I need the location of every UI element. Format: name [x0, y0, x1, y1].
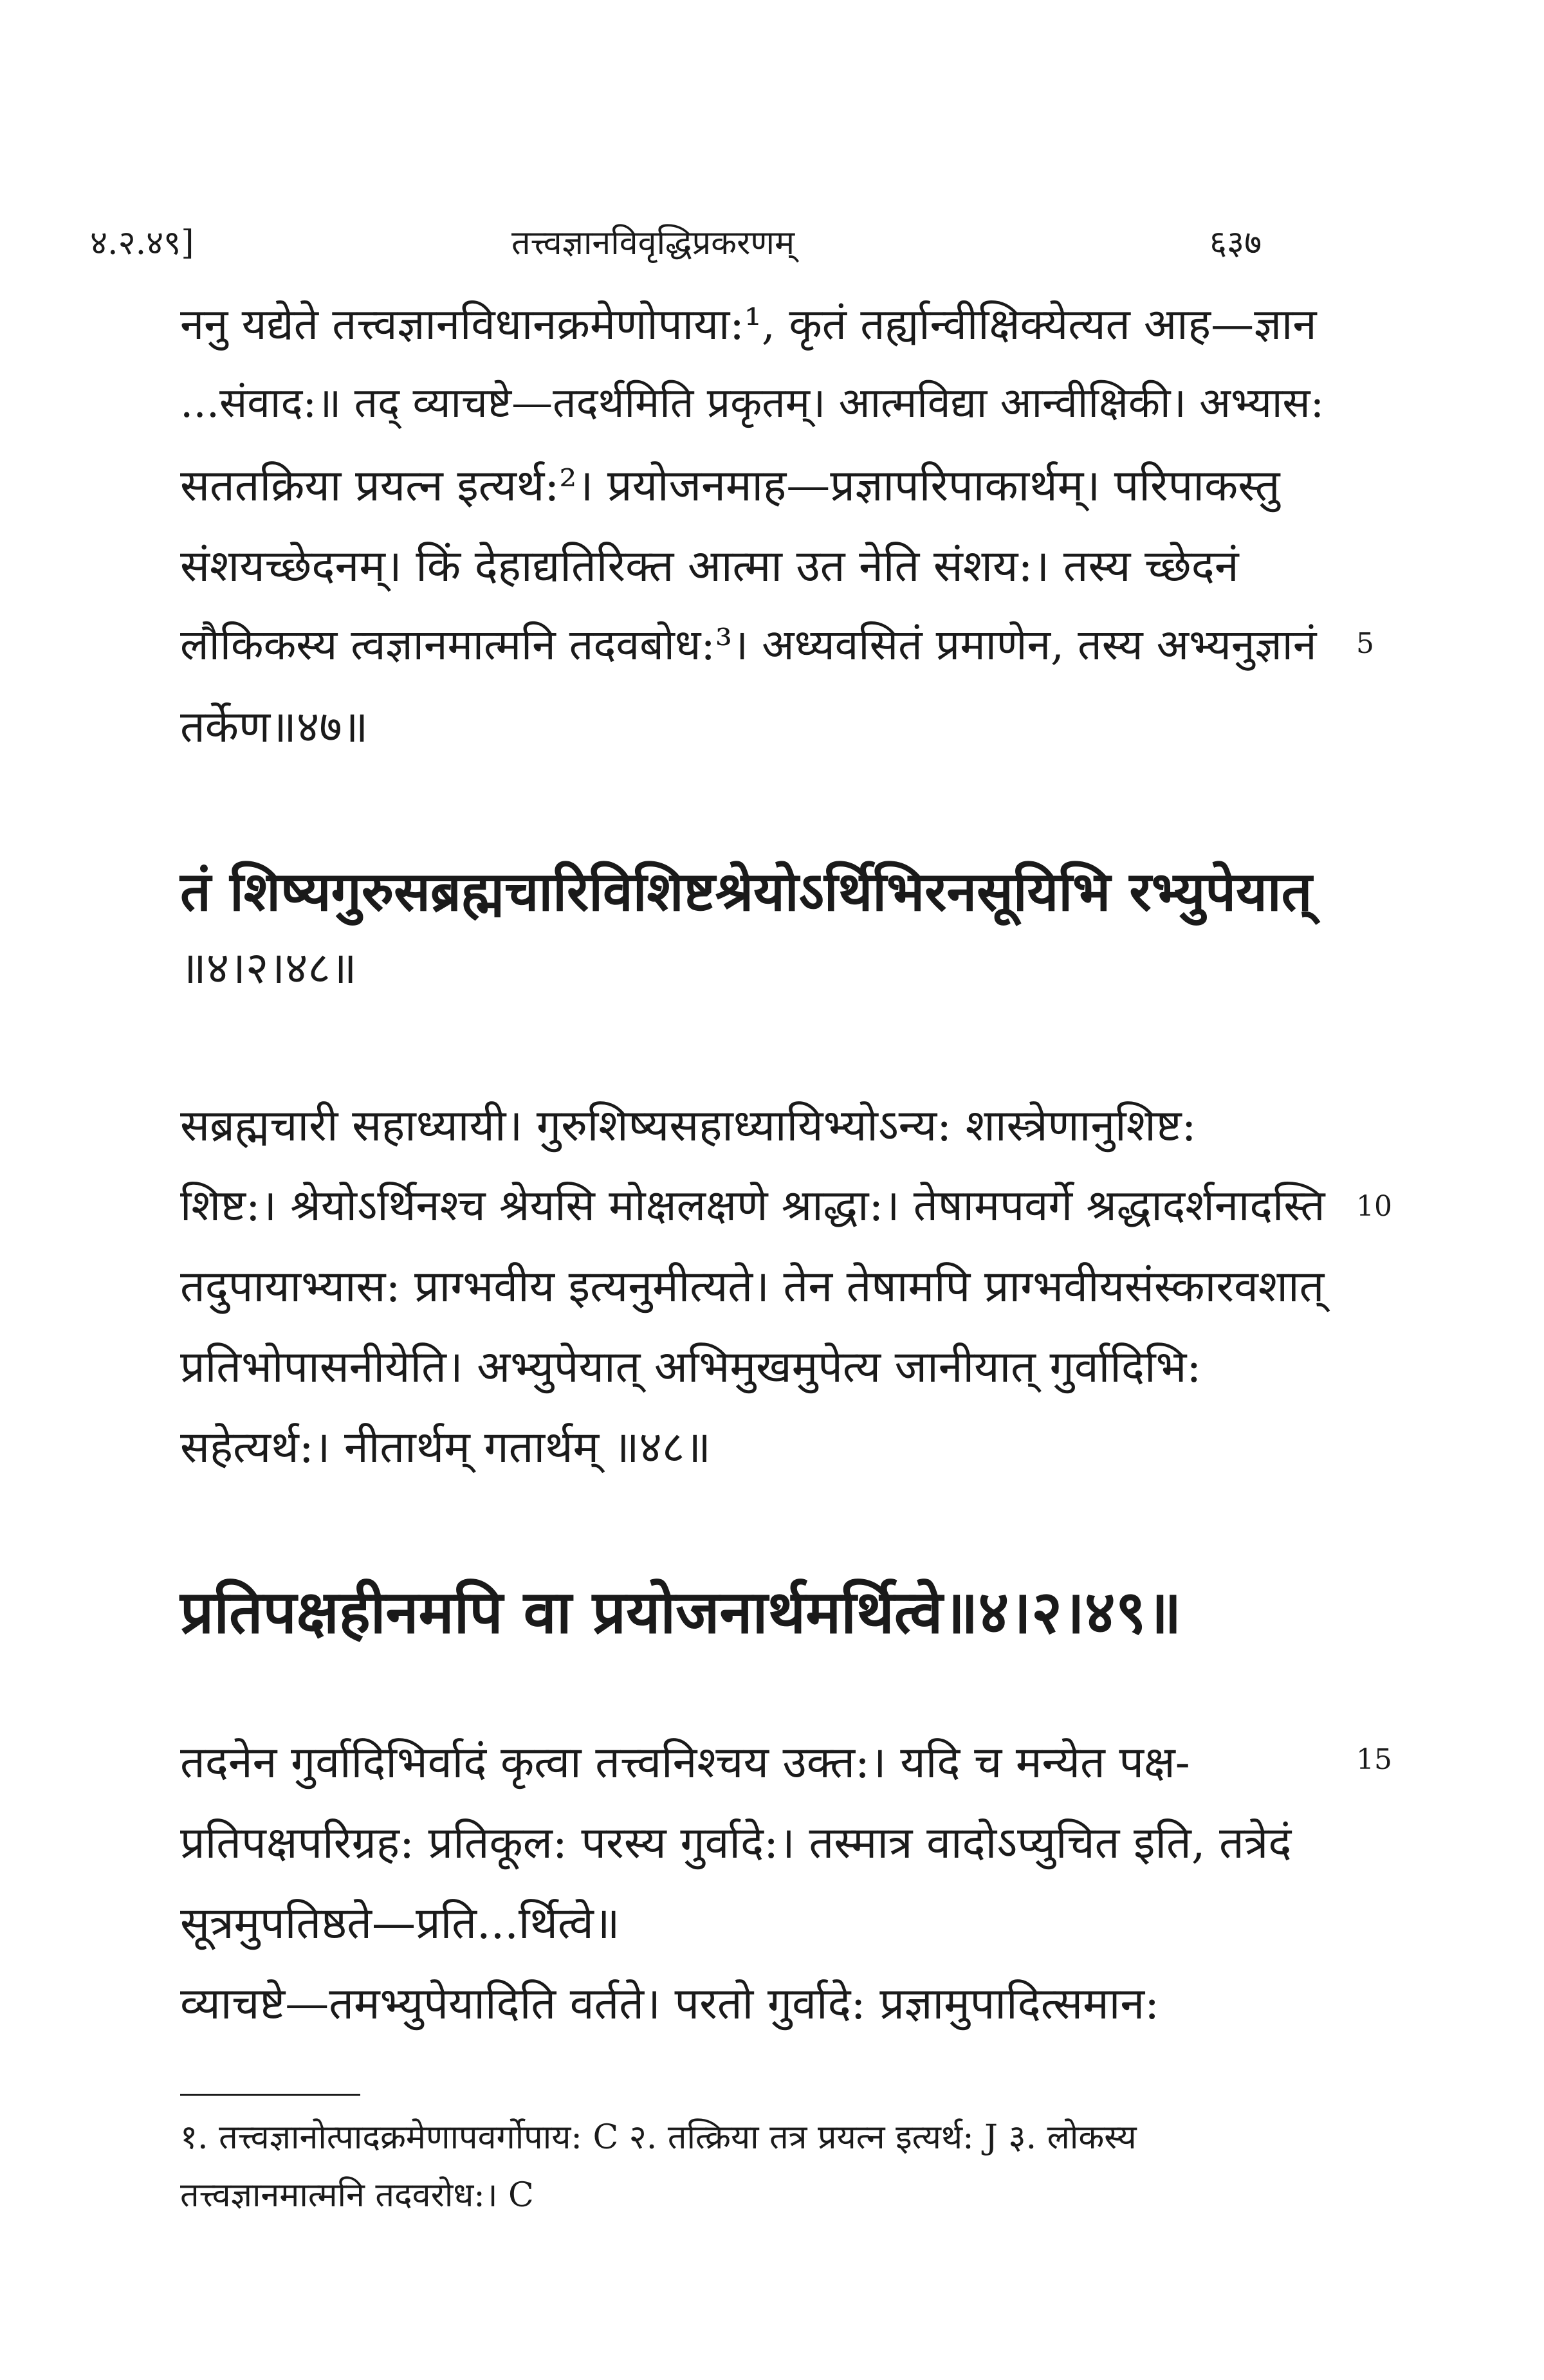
text-line: ...संवाद:॥ तद् व्याचष्टे—तदर्थमिति प्रकृतम्। आत्मविद्या आन्वीक्षिकी। अभ्यास:	[180, 380, 1325, 427]
footnote-rule	[180, 2094, 360, 2096]
text-line: सहेत्यर्थ:। नीतार्थम् गतार्थम् ॥४८॥	[180, 1422, 712, 1473]
text-line: तदनेन गुर्वादिभिर्वादं कृत्वा तत्त्वनिश्चय उक्त:। यदि च मन्येत पक्ष-	[180, 1737, 1190, 1788]
text-line: सततक्रिया प्रयत्न इत्यर्थ:²। प्रयोजनमाह—प्रज्ञापरिपाकार्थम्। परिपाकस्तु	[180, 461, 1280, 511]
running-head-section: ४.२.४९]	[90, 224, 194, 262]
line-number: 15	[1356, 1743, 1392, 1776]
text-line: संशयच्छेदनम्। किं देहाद्यतिरिक्त आत्मा उत नेति संशय:। तस्य च्छेदनं	[180, 541, 1239, 592]
text-line: प्रतिपक्षपरिग्रह: प्रतिकूल: परस्य गुर्वादे:। तस्मात्र वादोऽप्युचित इति, तत्रेदं	[180, 1818, 1292, 1869]
text-line: सब्रह्मचारी सहाध्यायी। गुरुशिष्यसहाध्यायिभ्योऽन्य: शास्त्रेणानुशिष्ट:	[180, 1101, 1197, 1151]
footnote-line: तत्त्वज्ञानमात्मनि तदवरोध:। C	[180, 2176, 534, 2215]
line-number: 10	[1356, 1190, 1392, 1223]
page-number: ६३७	[1209, 224, 1262, 262]
sutra-49: प्रतिपक्षहीनमपि वा प्रयोजनार्थमर्थित्वे॥४।२।४९॥	[180, 1577, 1182, 1647]
text-line: व्याचष्टे—तमभ्युपेयादिति वर्तते। परतो गुर्वादे: प्रज्ञामुपादित्समान:	[180, 1979, 1160, 2029]
sutra-number: ॥४।२।४८॥	[180, 943, 357, 994]
sutra-line: तं शिष्यगुरुसब्रह्मचारिविशिष्टश्रेयोऽर्थिभिरनसूयिभि रभ्युपेयात्	[180, 859, 1312, 923]
text-line: प्रतिभोपासनीयेति। अभ्युपेयात् अभिमुखमुपेत्य जानीयात् गुर्वादिभि:	[180, 1342, 1202, 1393]
text-line: ननु यद्येते तत्त्वज्ञानविधानक्रमेणोपाया:¹, कृतं तर्ह्यान्वीक्षिक्येत्यत आह—ज्ञान	[180, 299, 1317, 349]
text-line: शिष्ट:। श्रेयोऽर्थिनश्च श्रेयसि मोक्षलक्षणे श्राद्धा:। तेषामपवर्गे श्रद्धादर्शनादस्ति	[180, 1180, 1325, 1231]
text-line: तर्केण॥४७॥	[180, 702, 369, 753]
text-line: सूत्रमुपतिष्ठते—प्रति...र्थित्वे॥	[180, 1898, 620, 1949]
footnote-line: १. तत्त्वज्ञानोत्पादक्रमेणापवर्गोपाय: C २. तत्क्रिया तत्र प्रयत्न इत्यर्थ: J ३. लोकस्य	[180, 2118, 1137, 2157]
running-head-title: तत्त्वज्ञानविवृद्धिप्रकरणम्	[511, 224, 795, 262]
line-number: 5	[1356, 627, 1374, 660]
text-line: तदुपायाभ्यास: प्राग्भवीय इत्यनुमीत्यते। तेन तेषामपि प्राग्भवीयसंस्कारवशात्	[180, 1261, 1325, 1312]
text-line: लौकिकस्य त्वज्ञानमात्मनि तदवबोध:³। अध्यवसितं प्रमाणेन, तस्य अभ्यनुज्ञानं	[180, 620, 1317, 670]
